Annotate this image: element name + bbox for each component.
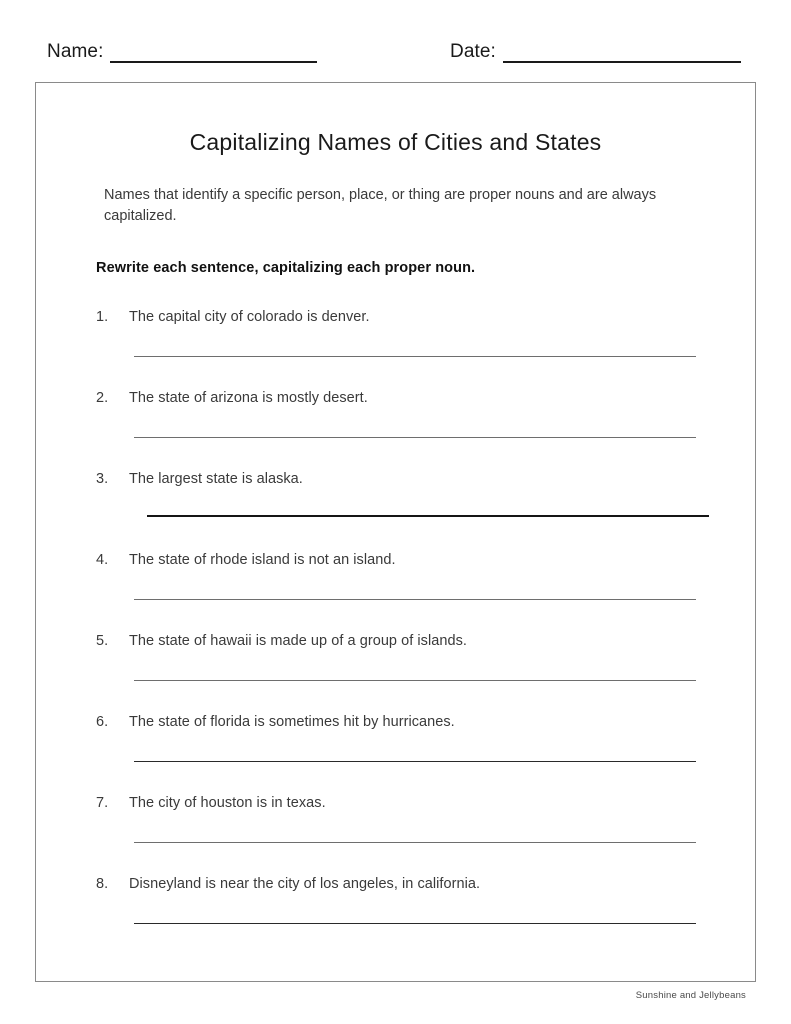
question-number: 3. [96,471,109,487]
question-row [96,390,735,406]
question-sentence: The state of arizona is mostly desert. [129,390,368,406]
answer-write-in-line[interactable] [134,356,696,357]
list-item [36,795,755,876]
name-field-group [47,42,317,63]
name-write-in-line[interactable] [110,43,317,63]
question-sentence: Disneyland is near the city of los angeles, in california. [129,876,481,892]
question-number: 8. [96,876,109,892]
answer-write-in-line[interactable] [134,923,696,924]
answer-write-in-line[interactable] [134,599,696,600]
answer-write-in-line[interactable] [134,437,696,438]
list-item [36,309,755,390]
question-row [96,552,735,568]
date-label: Date: [450,41,496,62]
question-sentence: The state of rhode island is not an island. [129,552,396,568]
date-write-in-line[interactable] [503,43,741,63]
list-item [36,633,755,714]
footer-credit: Sunshine and Jellybeans [635,990,746,1001]
question-number: 4. [96,552,109,568]
list-item [36,552,755,633]
question-row [96,309,735,325]
answer-write-in-line[interactable] [134,842,696,843]
page-title: Capitalizing Names of Cities and States [189,129,602,155]
name-label: Name: [47,41,104,62]
question-number: 6. [96,714,109,730]
question-sentence: The state of florida is sometimes hit by hurricanes. [129,714,455,730]
list-item [36,390,755,471]
question-number: 1. [96,309,109,325]
date-field-group [450,42,741,63]
list-item [36,471,755,552]
name-date-header [0,42,791,74]
answer-write-in-line[interactable] [147,515,709,517]
answer-write-in-line[interactable] [134,761,696,762]
question-sentence: The city of houston is in texas. [129,795,326,811]
question-sentence: The state of hawaii is made up of a group of islands. [129,633,467,649]
question-row [96,714,735,730]
question-row [96,633,735,649]
question-row [96,471,735,487]
answer-write-in-line[interactable] [134,680,696,681]
intro-paragraph: Names that identify a specific person, place, or thing are proper nouns and are always capitalized. [104,187,657,224]
question-list [36,309,755,957]
question-number: 2. [96,390,109,406]
question-sentence: The largest state is alaska. [129,471,303,487]
question-number: 7. [96,795,109,811]
question-row [96,876,735,892]
list-item [36,876,755,957]
worksheet-card [35,82,756,982]
question-row [96,795,735,811]
directions-text: Rewrite each sentence, capitalizing each proper noun. [96,260,476,276]
question-number: 5. [96,633,109,649]
list-item [36,714,755,795]
question-sentence: The capital city of colorado is denver. [129,309,370,325]
